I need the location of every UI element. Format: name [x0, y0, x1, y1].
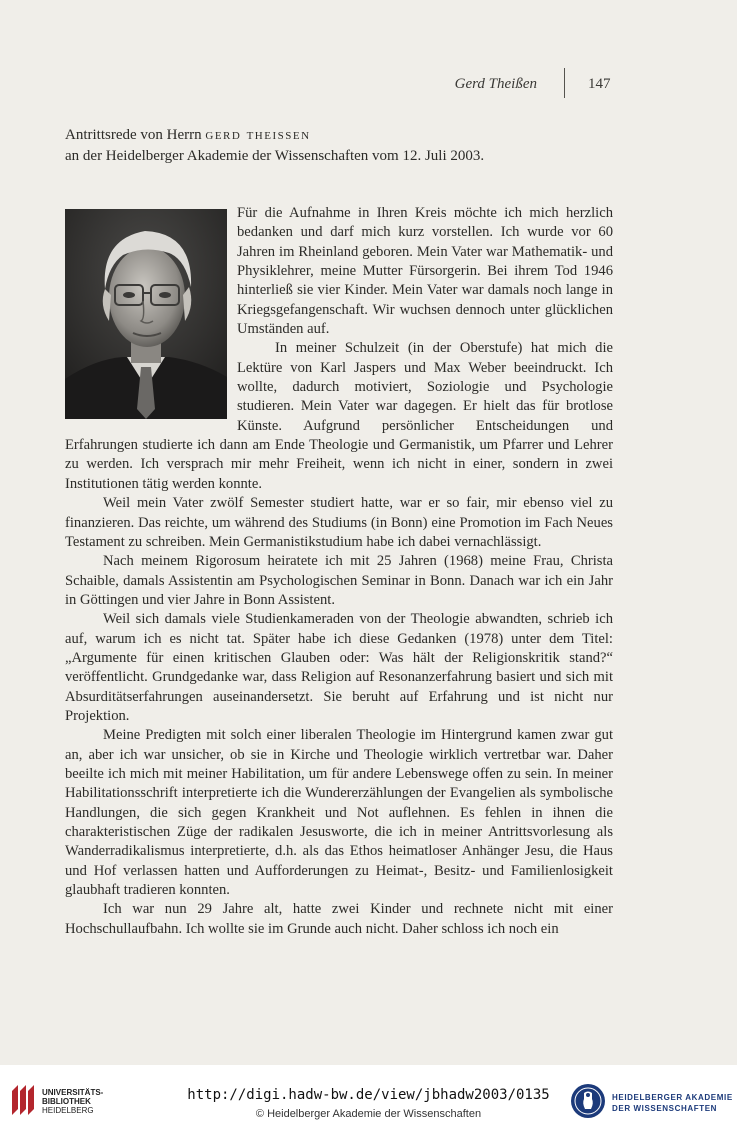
paragraph-7: Ich war nun 29 Jahre alt, hatte zwei Kinder und rechnete nicht mit einer Hochschullaufbahn. Ich wollte sie im Grunde auch nicht. Daher schloss ich noch ein: [65, 901, 613, 937]
academy-name: [612, 1092, 733, 1114]
library-line-3: HEIDELBERG: [42, 1106, 94, 1115]
paragraph-4: Nach meinem Rigorosum heiratete ich mit 25 Jahren (1968) meine Frau, Christa Schaible, damals Assistentin am Psychologischen Seminar in Bonn. Danach war ich ein Jahr in Göttingen und vier Jahre in Bonn Assistent.: [65, 553, 613, 608]
running-head-divider: [564, 68, 565, 98]
paragraph-1: Für die Aufnahme in Ihren Kreis möchte ich mich herzlich bedanken und darf mich kurz vorstellen. Ich wurde vor 60 Jahren im Rheinland geboren. Mein Vater war Mathematik- und Physiklehrer, meine Mutter Fürsorgerin. Bei ihrem Tod 1946 hinterließ sie vier Kinder. Mein Vater war damals noch lange in Kriegsgefangenschaft. Wir wuchsen dennoch unter glücklichen Umständen auf.: [237, 205, 613, 338]
academy-line-2: DER WISSENSCHAFTEN: [612, 1104, 718, 1113]
library-line-1: UNIVERSITÄTS-: [42, 1088, 104, 1097]
speech-body: [65, 204, 613, 939]
paragraph-6: Meine Predigten mit solch einer liberalen Theologie im Hintergrund kamen zwar gut an, aber ich war unsicher, ob sie in Kirche und Theologie wirklich vertretbar war. Daher beeilte ich mich mit meiner Habilitation, um für andere Lebenswege offen zu sein. In meiner Habilitationsschrift interpretierte ich die Wundererzählungen der Evangelien als symbolische Handlungen, die sich gegen Krankheit und Not auflehnen. Es fehlen in ihnen die charakteristischen Züge der radikalen Jesusworte, die ich in meiner Antrittsvorlesung als Wanderradikalismus interpretierte, d.h. als das Ethos heimatloser Anhänger Jesu, die Haus und Hof verlassen hatten und Aufforderungen zu Heimat-, Besitz- und Familienlosigkeit glaubhaft tradieren konnten.: [65, 727, 613, 899]
portrait-spacer: [65, 204, 237, 426]
paragraph-5: Weil sich damals viele Studienkameraden von der Theologie abwandten, schrieb ich auf, warum ich es nicht tat. Später habe ich diese Gedanken (1978) unter dem Titel: „Argumente für einen kritischen Glauben oder: Was hält der Religionskritik stand?“ veröffentlicht. Grundgedanke war, dass Religion auf Resonanzerfahrung basiert und sich mit Absurditätserfahrungen auseinandersetzt. Sie beruht auf Erfahrung und ist nicht nur Projektion.: [65, 611, 613, 724]
paragraph-3: Weil mein Vater zwölf Semester studiert hatte, war er so fair, mir ebenso viel zu finanzieren. Das reichte, um während des Studiums (in Bonn) eine Promotion im Fach Neues Testament zu schreiben. Mein Germanistikstudium habe ich dabei vernachlässigt.: [65, 495, 613, 550]
copyright-notice: © Heidelberger Akademie der Wissenschaften: [255, 1108, 482, 1120]
library-line-2: BIBLIOTHEK: [42, 1097, 91, 1106]
viewer-footer: [0, 1065, 737, 1129]
speech-heading-prefix: Antrittsrede von Herrn: [65, 127, 206, 143]
speaker-name: gerd theissen: [205, 127, 311, 143]
running-head: [0, 76, 737, 98]
running-head-author: Gerd Theißen: [454, 76, 537, 92]
academy-line-1: HEIDELBERGER AKADEMIE: [612, 1093, 733, 1102]
speech-heading: [65, 125, 625, 167]
speech-heading-line-1: [65, 125, 625, 146]
page-number: 147: [588, 76, 611, 92]
permalink-url[interactable]: http://digi.hadw-bw.de/view/jbhadw2003/0135: [187, 1087, 550, 1103]
paragraph-2: In meiner Schulzeit (in der Oberstufe) hat mich die Lektüre von Karl Jaspers und Max Weber beeindruckt. Ich wollte, dadurch motiviert, Soziologie und Psychologie studieren. Mein Vater war dagegen. Er hielt das für brotlose Künste. Aufgrund persönlicher Entscheidungen und Erfahrungen studierte ich dann am Ende Theologie und Germanistik, um Pfarrer und Lehrer zu werden. Ich versprach mir mehr Freiheit, wenn ich nicht in einer, sondern in zwei Institutionen tätig werden konnte.: [65, 340, 613, 492]
speech-heading-line-2: an der Heidelberger Akademie der Wissenschaften vom 12. Juli 2003.: [65, 148, 485, 164]
academy-seal-icon: [570, 1083, 606, 1119]
